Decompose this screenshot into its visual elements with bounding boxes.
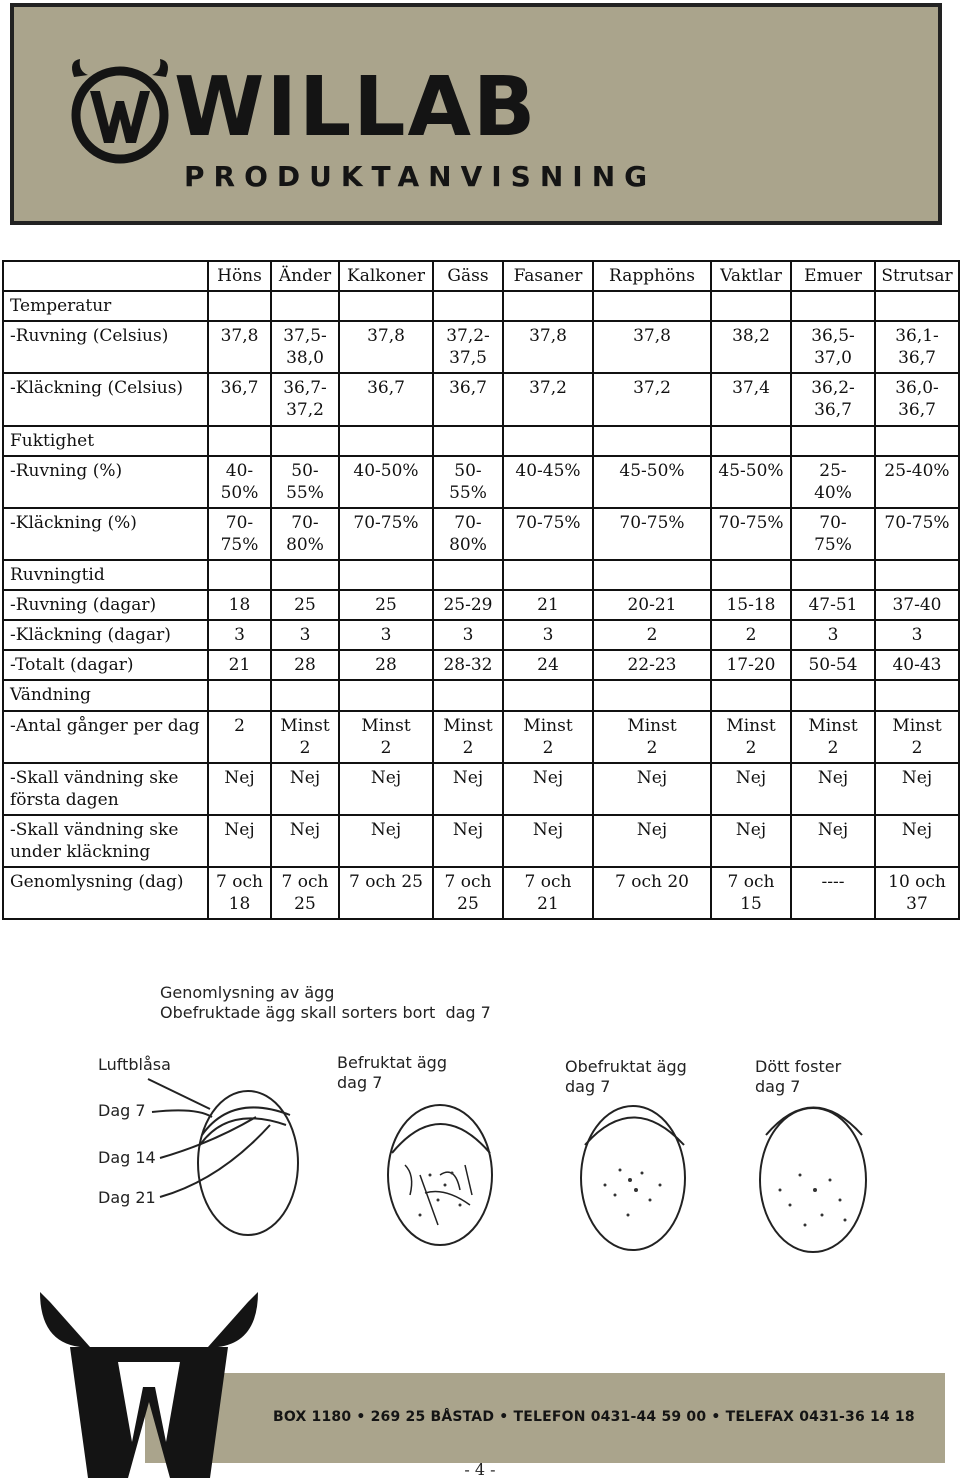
- egg-stages-icon: [148, 1079, 298, 1235]
- table-cell: 37,2- 37,5: [433, 321, 503, 373]
- table-cell: Minst 2: [339, 711, 433, 763]
- diagram-title: Genomlysning av ägg Obefruktade ägg skall sorters bort dag 7: [160, 983, 491, 1022]
- table-cell: Nej: [875, 815, 959, 867]
- header-band: [10, 3, 942, 225]
- table-cell: [339, 560, 433, 590]
- bull-w-logo-icon: [40, 1292, 280, 1478]
- table-cell: 21: [503, 590, 593, 620]
- egg-dead-embryo-icon: [760, 1108, 866, 1253]
- table-cell: Nej: [433, 815, 503, 867]
- table-cell: [208, 426, 271, 456]
- table-cell: 3: [791, 620, 875, 650]
- table-cell: 25-29: [433, 590, 503, 620]
- table-cell: [875, 680, 959, 710]
- table-cell: 37-40: [875, 590, 959, 620]
- table-cell: [791, 426, 875, 456]
- page-number: - 4 -: [464, 1460, 496, 1479]
- table-cell: Minst 2: [593, 711, 711, 763]
- row-label: Ruvningtid: [3, 560, 208, 590]
- table-cell: 3: [503, 620, 593, 650]
- table-cell: 2: [593, 620, 711, 650]
- table-cell: 36,5- 37,0: [791, 321, 875, 373]
- table-cell: 37,8: [503, 321, 593, 373]
- table-cell: Nej: [208, 763, 271, 815]
- label-day-7: Dag 7: [98, 1101, 146, 1120]
- label-day-14: Dag 14: [98, 1148, 156, 1167]
- table-cell: [791, 291, 875, 321]
- table-cell: [271, 680, 339, 710]
- table-cell: 15-18: [711, 590, 791, 620]
- column-header: Kalkoner: [339, 261, 433, 291]
- row-label: Temperatur: [3, 291, 208, 321]
- table-body: [3, 291, 959, 919]
- table-cell: 36,7: [433, 373, 503, 425]
- table-row: [3, 291, 959, 321]
- table-cell: 36,0- 36,7: [875, 373, 959, 425]
- egg-drawings: [0, 975, 960, 1305]
- table-cell: Nej: [593, 815, 711, 867]
- column-header: Vaktlar: [711, 261, 791, 291]
- table-cell: 18: [208, 590, 271, 620]
- row-label: -Skall vändning ske under kläckning: [3, 815, 208, 867]
- table-row: [3, 321, 959, 373]
- column-header: Höns: [208, 261, 271, 291]
- table-cell: [339, 680, 433, 710]
- table-cell: 40-45%: [503, 456, 593, 508]
- table-cell: [593, 291, 711, 321]
- table-cell: 28-32: [433, 650, 503, 680]
- row-label: -Ruvning (%): [3, 456, 208, 508]
- table-cell: 3: [433, 620, 503, 650]
- table-cell: 36,7: [339, 373, 433, 425]
- row-label: Genomlysning (dag): [3, 867, 208, 919]
- table-cell: [503, 560, 593, 590]
- table-cell: 2: [208, 711, 271, 763]
- row-label: -Totalt (dagar): [3, 650, 208, 680]
- table-cell: 38,2: [711, 321, 791, 373]
- incubation-table: [2, 260, 960, 920]
- table-cell: 70-75%: [711, 508, 791, 560]
- table-cell: 70-75%: [503, 508, 593, 560]
- table-cell: Nej: [503, 763, 593, 815]
- table-cell: Nej: [875, 763, 959, 815]
- table-cell: 40-50%: [339, 456, 433, 508]
- table-cell: 37,8: [593, 321, 711, 373]
- header-cell-blank: [3, 261, 208, 291]
- row-label: -Ruvning (Celsius): [3, 321, 208, 373]
- egg-caption-fertile: Befruktat ägg dag 7: [337, 1053, 447, 1092]
- table-row: [3, 711, 959, 763]
- table-cell: [503, 291, 593, 321]
- table-cell: 25- 40%: [791, 456, 875, 508]
- table-row: [3, 867, 959, 919]
- row-label: -Antal gånger per dag: [3, 711, 208, 763]
- table-cell: Minst 2: [433, 711, 503, 763]
- table-cell: 3: [339, 620, 433, 650]
- table-cell: [593, 680, 711, 710]
- table-cell: 28: [339, 650, 433, 680]
- table-row: [3, 426, 959, 456]
- table-row: [3, 620, 959, 650]
- table-cell: 20-21: [593, 590, 711, 620]
- table-row: [3, 680, 959, 710]
- table-cell: Nej: [433, 763, 503, 815]
- table-cell: 7 och 15: [711, 867, 791, 919]
- table-cell: 36,7- 37,2: [271, 373, 339, 425]
- table-cell: 36,2- 36,7: [791, 373, 875, 425]
- table-cell: [339, 426, 433, 456]
- table-cell: 70- 80%: [271, 508, 339, 560]
- table-cell: 50- 55%: [433, 456, 503, 508]
- table-cell: 22-23: [593, 650, 711, 680]
- table-cell: 40-43: [875, 650, 959, 680]
- table-cell: [711, 426, 791, 456]
- row-label: -Skall vändning ske första dagen: [3, 763, 208, 815]
- table-cell: 45-50%: [711, 456, 791, 508]
- table-cell: [503, 680, 593, 710]
- table-cell: 7 och 25: [433, 867, 503, 919]
- table-cell: 25-40%: [875, 456, 959, 508]
- table-cell: [791, 680, 875, 710]
- table-head: [3, 261, 959, 291]
- column-header: Fasaner: [503, 261, 593, 291]
- table-cell: Nej: [711, 815, 791, 867]
- table-cell: Nej: [339, 815, 433, 867]
- table-cell: [271, 426, 339, 456]
- table-cell: 3: [875, 620, 959, 650]
- table-cell: 70-75%: [593, 508, 711, 560]
- table-cell: Nej: [711, 763, 791, 815]
- table-cell: 50-54: [791, 650, 875, 680]
- table-cell: 17-20: [711, 650, 791, 680]
- table-cell: 10 och 37: [875, 867, 959, 919]
- table-cell: [271, 291, 339, 321]
- willab-logo-icon: [66, 57, 174, 165]
- table-cell: 37,5- 38,0: [271, 321, 339, 373]
- table-cell: 70- 80%: [433, 508, 503, 560]
- table-cell: Minst 2: [271, 711, 339, 763]
- table-cell: 7 och 18: [208, 867, 271, 919]
- table-cell: 21: [208, 650, 271, 680]
- table-cell: Minst 2: [875, 711, 959, 763]
- table-cell: 70-75%: [339, 508, 433, 560]
- column-header: Rapphöns: [593, 261, 711, 291]
- table-cell: 25: [271, 590, 339, 620]
- table-row: [3, 560, 959, 590]
- brand-name: WILLAB: [174, 60, 538, 155]
- table-cell: 70- 75%: [791, 508, 875, 560]
- table-cell: Minst 2: [711, 711, 791, 763]
- table-cell: 45-50%: [593, 456, 711, 508]
- row-label: Fuktighet: [3, 426, 208, 456]
- table-cell: 36,1- 36,7: [875, 321, 959, 373]
- table-cell: Nej: [271, 815, 339, 867]
- table-cell: 2: [711, 620, 791, 650]
- row-label: -Kläckning (%): [3, 508, 208, 560]
- row-label: -Ruvning (dagar): [3, 590, 208, 620]
- table-row: [3, 650, 959, 680]
- table-cell: Nej: [271, 763, 339, 815]
- table-cell: [433, 291, 503, 321]
- table-row: [3, 373, 959, 425]
- table-cell: 28: [271, 650, 339, 680]
- egg-speckles: [419, 1169, 847, 1227]
- row-label: -Kläckning (Celsius): [3, 373, 208, 425]
- table-cell: 70-75%: [875, 508, 959, 560]
- table-cell: [433, 560, 503, 590]
- table-cell: [875, 291, 959, 321]
- table-cell: Nej: [208, 815, 271, 867]
- table-cell: 3: [271, 620, 339, 650]
- table-cell: 36,7: [208, 373, 271, 425]
- column-header: Strutsar: [875, 261, 959, 291]
- table-cell: ----: [791, 867, 875, 919]
- table-cell: 7 och 21: [503, 867, 593, 919]
- header-subtitle: PRODUKTANVISNING: [184, 160, 657, 193]
- egg-caption-infertile: Obefruktat ägg dag 7: [565, 1057, 687, 1096]
- table-cell: 7 och 25: [271, 867, 339, 919]
- table-cell: [208, 560, 271, 590]
- column-header: Änder: [271, 261, 339, 291]
- table-cell: [875, 560, 959, 590]
- row-label: Vändning: [3, 680, 208, 710]
- egg-fertile-icon: [388, 1105, 492, 1245]
- contact-info: BOX 1180 • 269 25 BÅSTAD • TELEFON 0431-44 59 00 • TELEFAX 0431-36 14 18: [273, 1409, 915, 1425]
- table-cell: [711, 560, 791, 590]
- table-cell: Minst 2: [791, 711, 875, 763]
- table-cell: [433, 680, 503, 710]
- column-header: Emuer: [791, 261, 875, 291]
- table-cell: 7 och 20: [593, 867, 711, 919]
- table-cell: 3: [208, 620, 271, 650]
- table-cell: 37,2: [593, 373, 711, 425]
- table-row: [3, 456, 959, 508]
- table-cell: 25: [339, 590, 433, 620]
- table-cell: Nej: [339, 763, 433, 815]
- label-air-cell: Luftblåsa: [98, 1055, 171, 1074]
- table-cell: 70- 75%: [208, 508, 271, 560]
- column-header: Gäss: [433, 261, 503, 291]
- table-cell: [711, 680, 791, 710]
- table-cell: 50- 55%: [271, 456, 339, 508]
- table-row: [3, 508, 959, 560]
- table-cell: [875, 426, 959, 456]
- table-cell: [208, 680, 271, 710]
- table-row: [3, 590, 959, 620]
- table-cell: [503, 426, 593, 456]
- table-cell: Nej: [503, 815, 593, 867]
- table-cell: 37,8: [208, 321, 271, 373]
- egg-infertile-icon: [581, 1106, 685, 1250]
- table-cell: 7 och 25: [339, 867, 433, 919]
- table-row: [3, 815, 959, 867]
- table-cell: [593, 426, 711, 456]
- table-cell: 37,8: [339, 321, 433, 373]
- table-cell: [433, 426, 503, 456]
- table-cell: 37,2: [503, 373, 593, 425]
- table-cell: Nej: [593, 763, 711, 815]
- candling-diagram: [0, 975, 960, 1305]
- label-day-21: Dag 21: [98, 1188, 156, 1207]
- row-label: -Kläckning (dagar): [3, 620, 208, 650]
- table-cell: Nej: [791, 815, 875, 867]
- table-cell: [791, 560, 875, 590]
- table-cell: Nej: [791, 763, 875, 815]
- table-cell: [593, 560, 711, 590]
- table-cell: Minst 2: [503, 711, 593, 763]
- egg-caption-dead: Dött foster dag 7: [755, 1057, 842, 1096]
- table-row: [3, 763, 959, 815]
- table-cell: [711, 291, 791, 321]
- table-cell: 24: [503, 650, 593, 680]
- table-cell: 47-51: [791, 590, 875, 620]
- table-cell: [271, 560, 339, 590]
- table-cell: 37,4: [711, 373, 791, 425]
- table-cell: [208, 291, 271, 321]
- table-header-row: [3, 261, 959, 291]
- table-cell: [339, 291, 433, 321]
- table-cell: 40- 50%: [208, 456, 271, 508]
